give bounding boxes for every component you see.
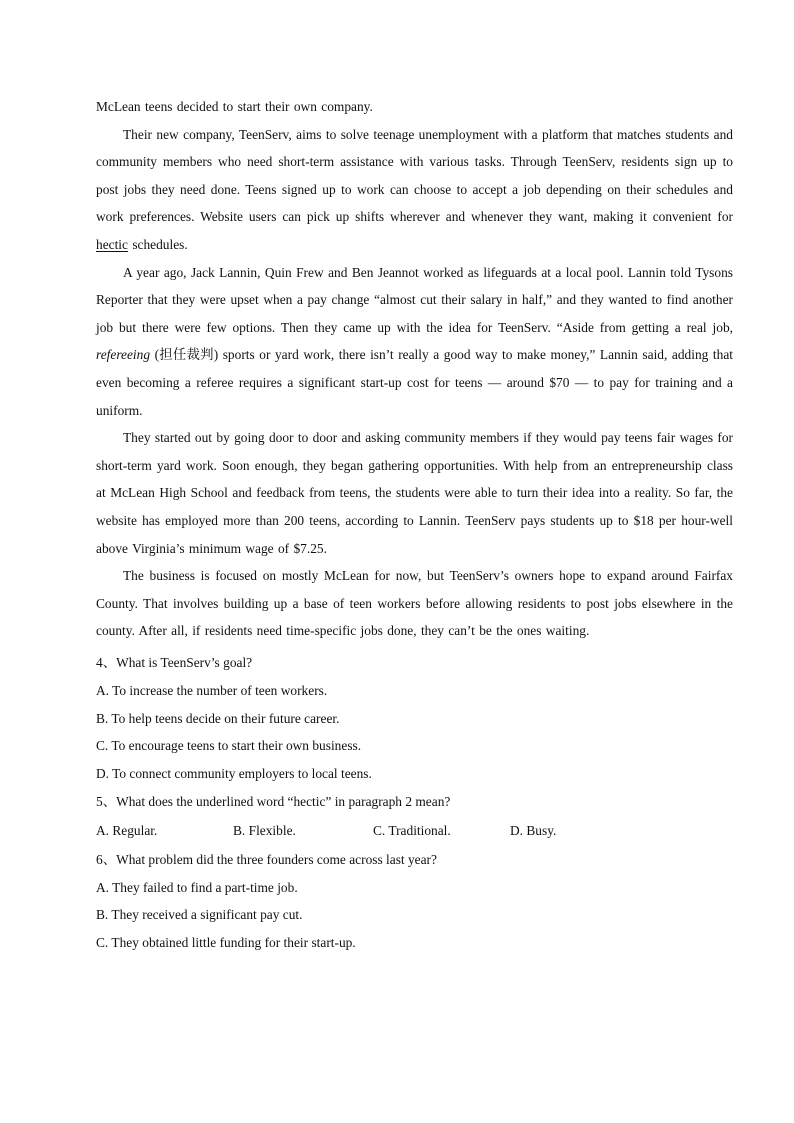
question-5-option-c: C. Traditional.: [373, 822, 451, 838]
question-4-option-c: C. To encourage teens to start their own business.: [96, 738, 362, 754]
question-4-option-a: A. To increase the number of teen workers.: [96, 682, 328, 698]
question-5-options: [96, 816, 733, 846]
question-6-option-b: B. They received a significant pay cut.: [96, 907, 303, 923]
question-6-option-c: C. They obtained little funding for their start-up.: [96, 935, 356, 950]
paragraph-2-text-start: Their new company, TeenServ, aims to solve teenage unemployment with a platform that matches students and community members who need short-term assistance with various tasks. Through TeenServ, residents sign up to post jobs they need done. Teens signed up to work can choose to accept a job depending on their schedules and work preferences. Website users can pick up shifts wherever and whenever they want, making it convenient for: [96, 126, 733, 225]
question-4-option-d: D. To connect community employers to local teens.: [96, 765, 372, 781]
question-5-option-d: D. Busy.: [510, 822, 557, 838]
italic-word-refereeing: refereeing: [96, 347, 151, 363]
passage-paragraph-2: [96, 121, 733, 259]
question-5-option-b: B. Flexible.: [233, 822, 296, 838]
question-5-option-a: A. Regular.: [96, 822, 158, 838]
passage-paragraph-1: McLean teens decided to start their own company.: [96, 99, 373, 114]
question-4-option-b: B. To help teens decide on their future career.: [96, 710, 340, 726]
passage-paragraph-4: They started out by going door to door and asking community members if they would pay teens fair wages for short-term yard work. Soon enough, they began gathering opportunities. With help from an entrepreneurship class at McLean High School and feedback from teens, the students were able to turn their idea into a reality. So far, the website has employed more than 200 teens, according to Lannin. TeenServ pays students up to $18 per hour-well above Virginia’s minimum wage of $7.25.: [96, 430, 733, 556]
paragraph-3-text-start: A year ago, Jack Lannin, Quin Frew and Ben Jeannot worked as lifeguards at a local pool. Lannin told Tysons Reporter that they were upset when a pay change “almost cut their salary in half,” and they wanted to find another job but there were few options. Then they came up with the idea for TeenServ. “Aside from getting a real job,: [96, 264, 733, 335]
paragraph-3-text-end: (担任裁判) sports or yard work, there isn’t really a good way to make money,” Lannin said, adding that even becoming a referee requires a significant start-up cost for teens — around $70 — to pay for training and a uniform.: [96, 347, 733, 418]
underlined-word-hectic: hectic: [96, 236, 128, 252]
passage-paragraph-3: [96, 259, 733, 425]
passage-paragraph-5: The business is focused on mostly McLean for now, but TeenServ’s owners hope to expand around Fairfax County. That involves building up a base of teen workers before allowing residents to post jobs elsewhere in the county. After all, if residents need time-specific jobs done, they can’t be the ones waiting.: [96, 568, 733, 639]
document-page: [96, 93, 733, 957]
paragraph-2-text-end: schedules.: [127, 236, 188, 252]
question-6-option-a: A. They failed to find a part-time job.: [96, 879, 298, 895]
question-4-stem: 4、What is TeenServ’s goal?: [96, 654, 253, 670]
question-6-stem: 6、What problem did the three founders come across last year?: [96, 851, 437, 867]
question-5-stem: 5、What does the underlined word “hectic” in paragraph 2 mean?: [96, 793, 451, 809]
